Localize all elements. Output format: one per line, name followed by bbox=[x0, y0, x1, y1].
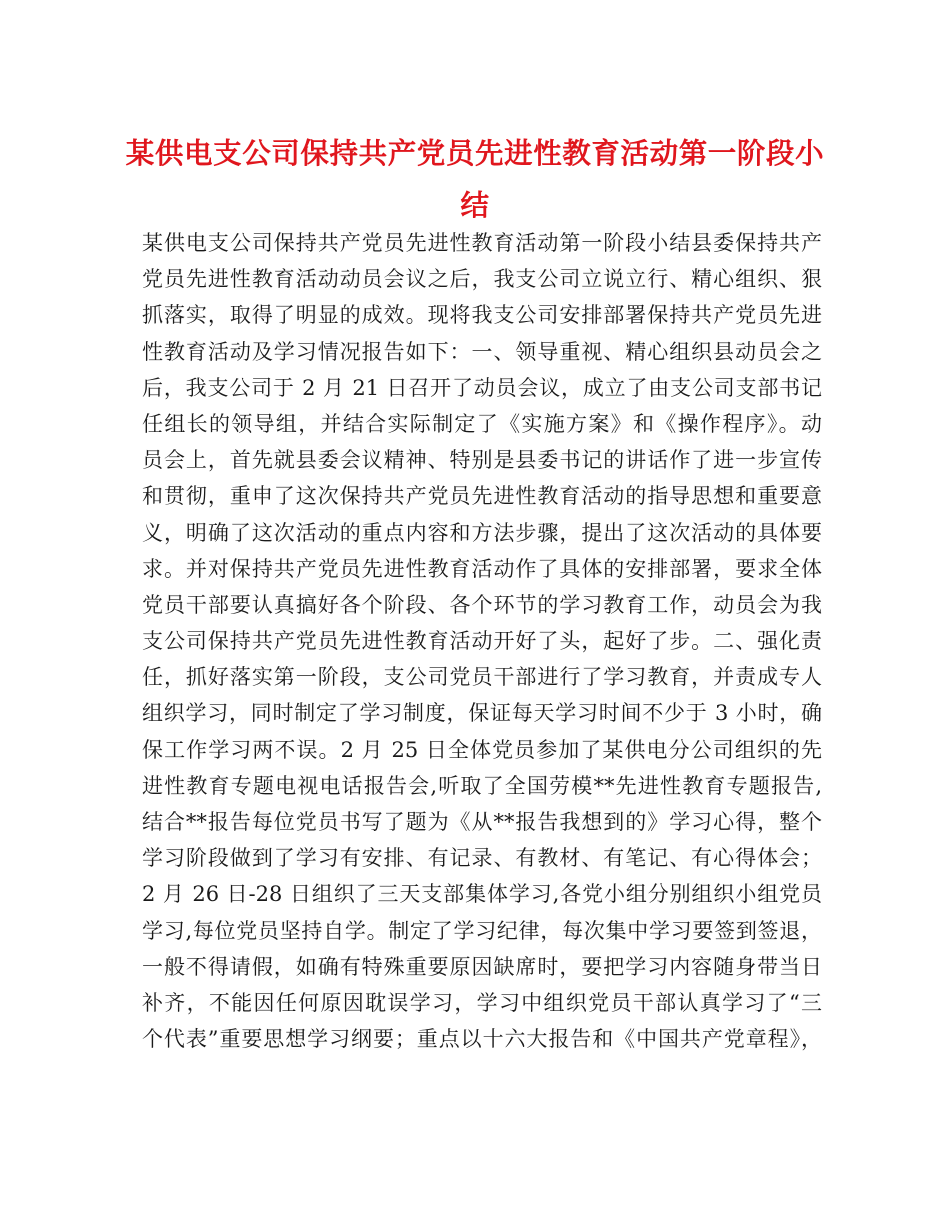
body-line-1: 某供电支公司保持共产党员先进性教育活动第一阶段小结县委保持共产 bbox=[142, 231, 822, 255]
body-line-14: 组织学习，同时制定了学习制度，保证每天学习时间不少于 3 小时，确 bbox=[142, 701, 822, 726]
body-line-13: 任，抓好落实第一阶段，支公司党员干部进行了学习教育，并责成专人 bbox=[142, 665, 822, 690]
body-line-15: 保工作学习两不误。2 月 25 日全体党员参加了某供电分公司组织的先 bbox=[142, 737, 822, 762]
body-line-16: 进性教育专题电视电话报告会,听取了全国劳模**先进性教育专题报告, bbox=[142, 773, 822, 798]
body-line-4: 性教育活动及学习情况报告如下：一、领导重视、精心组织县动员会之 bbox=[142, 339, 822, 364]
title-line-1: 某供电支公司保持共产党员先进性教育活动第一阶段小 bbox=[125, 137, 825, 170]
document-title bbox=[120, 128, 830, 232]
body-line-9: 义，明确了这次活动的重点内容和方法步骤，提出了这次活动的具体要 bbox=[142, 520, 822, 545]
body-line-11: 党员干部要认真搞好各个阶段、各个环节的学习教育工作，动员会为我 bbox=[142, 592, 822, 617]
body-line-2: 党员先进性教育活动动员会议之后，我支公司立说立行、精心组织、狠 bbox=[142, 267, 822, 292]
body-line-22: 补齐，不能因任何原因耽误学习，学习中组织党员干部认真学习了“三 bbox=[142, 990, 822, 1015]
body-line-21: 一般不得请假，如确有特殊重要原因缺席时，要把学习内容随身带当日 bbox=[142, 954, 822, 979]
body-line-17: 结合**报告每位党员书写了题为《从**报告我想到的》学习心得，整个 bbox=[142, 810, 822, 834]
body-line-7: 员会上，首先就县委会议精神、特别是县委书记的讲话作了进一步宣传 bbox=[142, 448, 822, 473]
body-line-5: 后，我支公司于 2 月 21 日召开了动员会议，成立了由支公司支部书记 bbox=[142, 375, 822, 400]
body-line-3: 抓落实，取得了明显的成效。现将我支公司安排部署保持共产党员先进 bbox=[142, 303, 822, 328]
document-body bbox=[142, 225, 822, 1057]
body-line-8: 和贯彻，重申了这次保持共产党员先进性教育活动的指导思想和重要意 bbox=[142, 484, 822, 509]
body-line-20: 学习,每位党员坚持自学。制定了学习纪律，每次集中学习要签到签退， bbox=[142, 918, 822, 943]
body-line-10: 求。并对保持共产党员先进性教育活动作了具体的安排部署，要求全体 bbox=[142, 556, 822, 581]
body-line-19: 2 月 26 日-28 日组织了三天支部集体学习,各党小组分别组织小组党员 bbox=[142, 882, 822, 907]
body-line-18: 学习阶段做到了学习有安排、有记录、有教材、有笔记、有心得体会； bbox=[142, 846, 822, 871]
body-line-6: 任组长的领导组，并结合实际制定了《实施方案》和《操作程序》。动 bbox=[142, 411, 822, 436]
title-line-2: 结 bbox=[460, 189, 490, 222]
body-line-12: 支公司保持共产党员先进性教育活动开好了头，起好了步。二、强化责 bbox=[142, 629, 822, 654]
body-line-23: 个代表”重要思想学习纲要；重点以十六大报告和《中国共产党章程》， bbox=[142, 1027, 822, 1052]
